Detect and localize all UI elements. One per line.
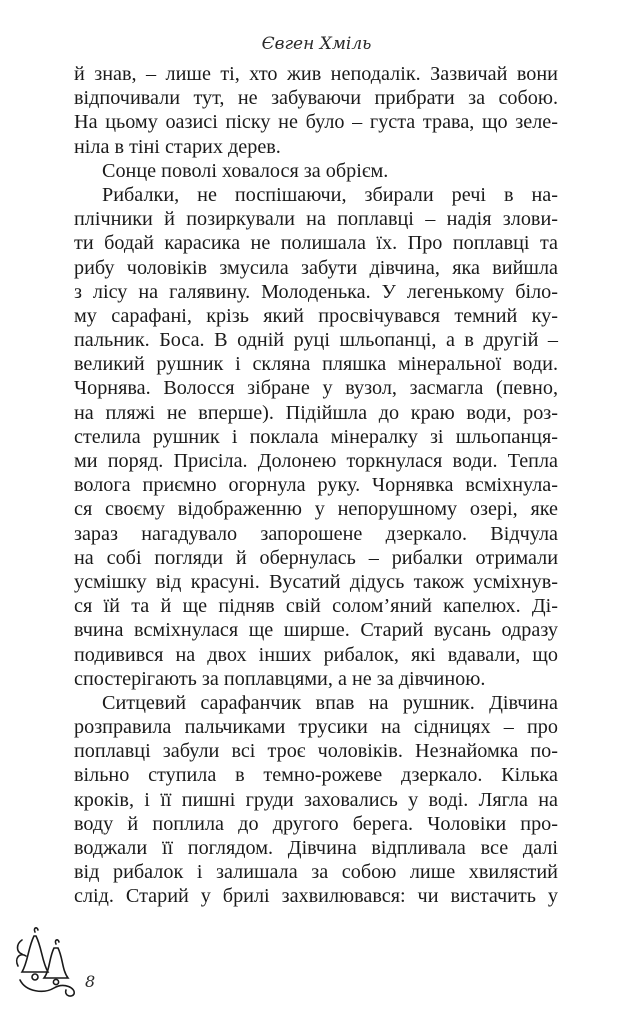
text-line: волога приємно огорнула руку. Чорнявка всміхнула- (74, 474, 558, 497)
text-line: Рибалки, не поспішаючи, збирали речі в на- (102, 183, 558, 206)
text-line: ти бодай карасика не полишала їх. Про поплавці та (74, 232, 558, 255)
text-line: спостерігають за поплавцями, а не за дівчиною. (74, 667, 486, 690)
text-line: Ситцевий сарафанчик впав на рушник. Дівчина (102, 691, 558, 714)
text-line: рибу чоловіків змусила забути дівчина, яка вийшла (74, 256, 558, 279)
text-line: зараз нагадувало запорошене дзеркало. Відчула (74, 522, 558, 545)
body-text (74, 62, 558, 909)
text-line: слід. Старий у брилі захвилювався: чи вистачить у (74, 885, 558, 908)
text-line: кроків, і її пишні груди заховались у воді. Лягла на (74, 788, 558, 811)
text-line: Сонце поволі ховалося за обрієм. (102, 159, 389, 182)
text-line: ся їй та й ще підняв свій солом’яний капелюх. Ді- (74, 595, 558, 618)
text-line: му сарафані, крізь який просвічувався темний ку- (74, 304, 558, 327)
text-line: воду й поплила до другого берега. Чоловіки про- (74, 812, 558, 835)
text-line: розправила пальчиками трусики на сідницях – про (74, 716, 558, 739)
text-line: на собі погляди й обернулась – рибалки отримали (74, 546, 558, 569)
text-line: воджали її поглядом. Дівчина відпливала все далі (74, 837, 558, 859)
text-line: вільно ступила в темно-рожеве дзеркало. Кілька (74, 764, 558, 787)
text-line: Чорнява. Волосся зібране у вузол, засмагла (певно, (74, 377, 558, 400)
text-line: поплавці забули всі троє чоловіків. Незнайомка по- (74, 740, 558, 763)
text-line: й знав, – лише ті, хто жив неподалік. Зазвичай вони (74, 63, 558, 85)
text-line: на пляжі не вперше). Підійшла до краю води, роз- (74, 401, 558, 424)
text-line: ми поряд. Присіла. Долонею торкнулася води. Тепла (74, 450, 558, 472)
text-line: з лісу на галявину. Молоденька. У легенькому біло- (74, 280, 558, 303)
text-line: подивився на двох інших рибалок, які вдавали, що (74, 643, 558, 666)
text-line: від рибалок і залишала за собою лише хвилястий (74, 861, 558, 884)
bells-ornament-icon (14, 918, 84, 998)
text-line: На цьому оазисі піску не було – густа трава, що зеле- (74, 111, 558, 134)
text-line: відпочивали тут, не забуваючи прибрати за собою. (74, 87, 558, 110)
page-number: 8 (85, 972, 96, 991)
text-line: пальник. Боса. В одній руці шльопанці, а в другій – (74, 329, 558, 352)
text-line: стелила рушник і поклала мінералку зі шльопанця- (74, 425, 558, 448)
text-line: ся своєму відображенню у непорушному озері, яке (74, 498, 558, 521)
text-line: ніла в тіні старих дерев. (74, 135, 281, 158)
text-line: усмішку від красуні. Вусатий дідусь також усміхнув- (74, 570, 558, 593)
text-line: плічники й позиркували на поплавці – надія злови- (74, 208, 558, 231)
running-head: Євген Хміль (261, 34, 372, 54)
text-line: великий рушник і скляна пляшка мінеральної води. (74, 353, 558, 376)
text-line: вчина всміхнулася ще ширше. Старий вусань одразу (74, 619, 558, 642)
